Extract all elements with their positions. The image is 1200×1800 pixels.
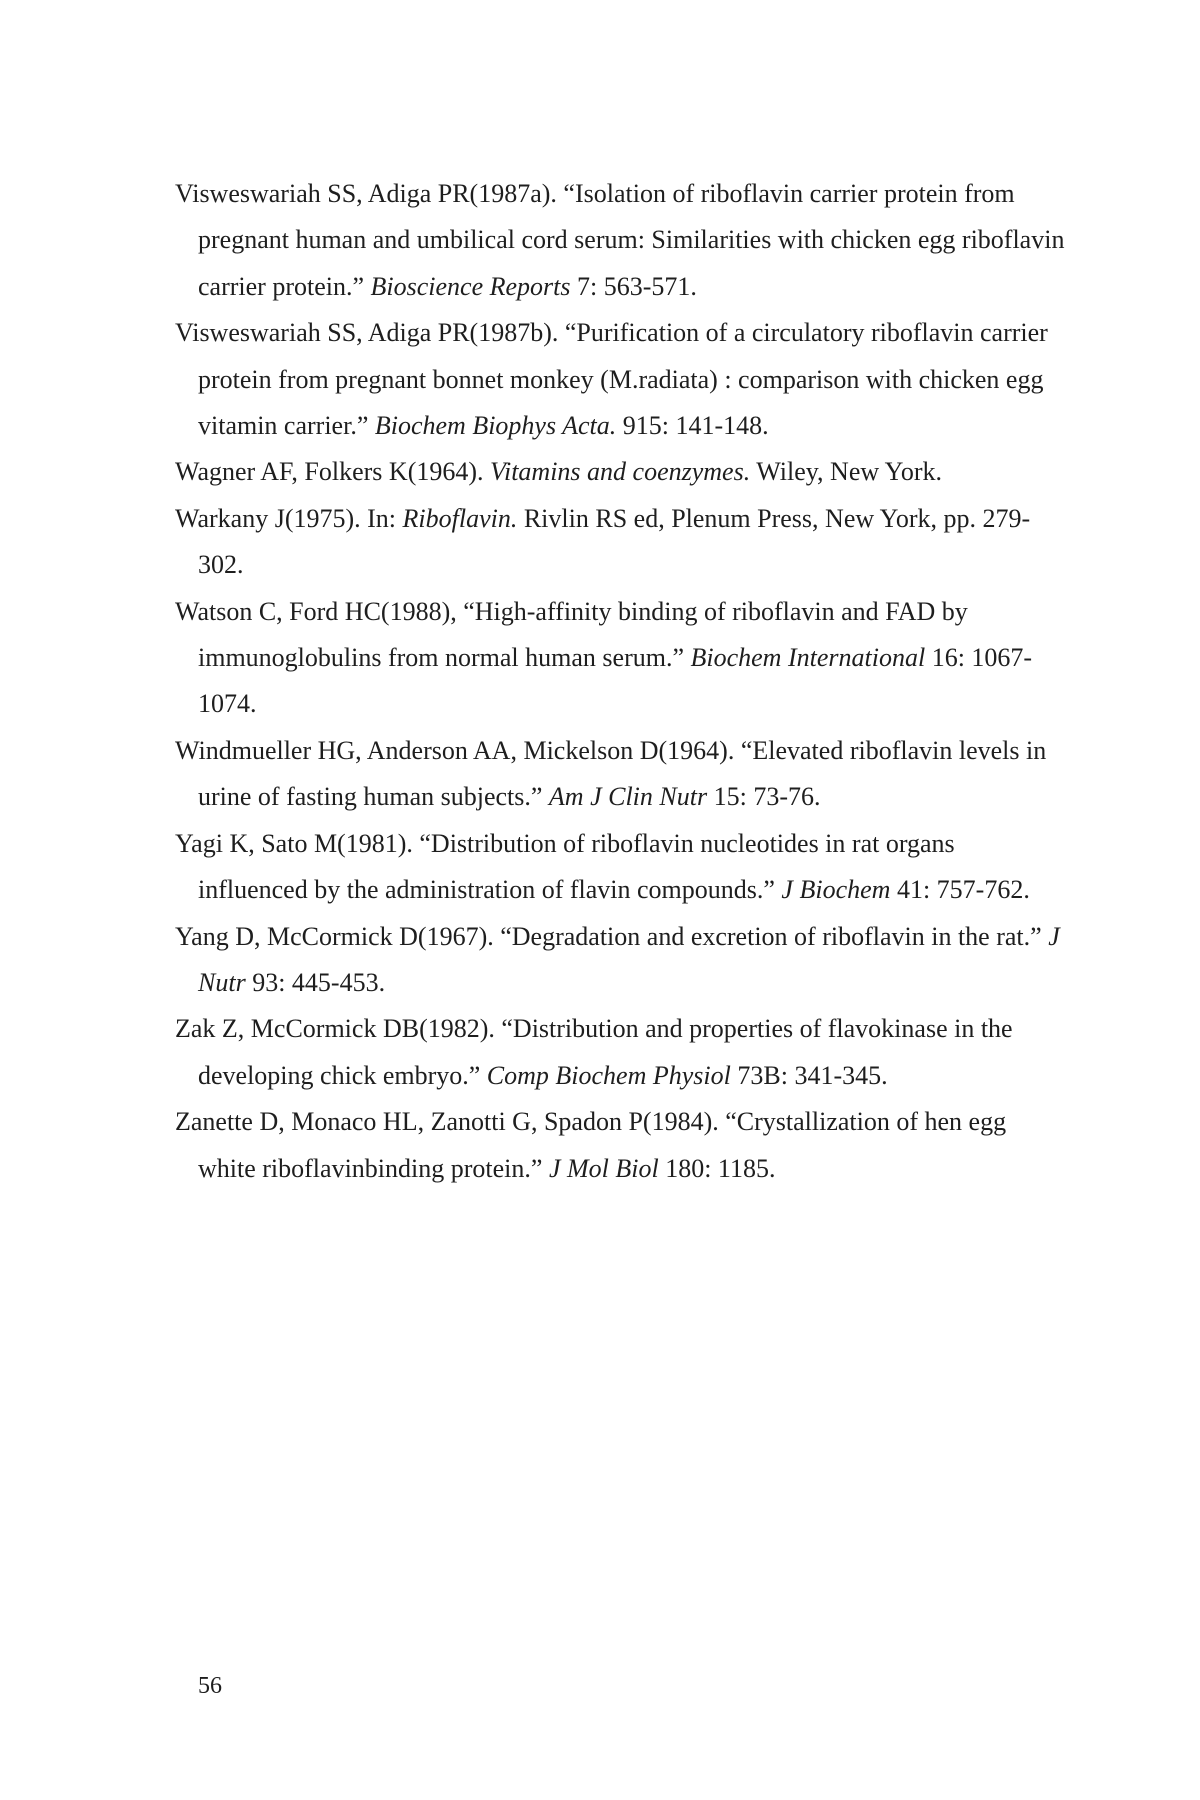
reference-authors: Yagi K, Sato M(1981). [175, 828, 420, 858]
reference-details: 73B: 341-345. [730, 1060, 888, 1090]
reference-item [175, 1099, 1070, 1192]
reference-journal: Comp Biochem Physiol [486, 1060, 731, 1090]
reference-item [175, 310, 1070, 449]
reference-item [175, 821, 1070, 914]
reference-details: 7: 563-571. [570, 271, 697, 301]
page-number: 56 [198, 1673, 222, 1699]
reference-details: 180: 1185. [658, 1153, 776, 1183]
reference-list [175, 171, 1070, 1192]
reference-authors: Warkany J(1975). In: [175, 503, 403, 533]
reference-authors: Visweswariah SS, Adiga PR(1987a). [175, 179, 564, 208]
reference-title: “Degradation and excretion of riboflavin in the rat.” [500, 921, 1049, 951]
reference-authors: Windmueller HG, Anderson AA, Mickelson D(1964). [175, 735, 741, 765]
reference-item [175, 171, 1070, 310]
reference-authors: Wagner AF, Folkers K(1964). [175, 457, 491, 487]
reference-title: “Elevated riboflavin levels in urine of fasting human subjects.” [198, 735, 1047, 812]
reference-journal: Riboflavin. [402, 503, 518, 533]
reference-journal: J Nutr [198, 921, 1060, 997]
reference-details: 93: 445-453. [245, 967, 386, 997]
reference-item [175, 589, 1070, 728]
reference-title: “Isolation of riboflavin carrier protein from pregnant human and umbilical cord serum: Similarities with chicken egg riboflavin carrier protein.” [198, 179, 1065, 301]
reference-details: 16: 1067-1074. [198, 643, 1033, 719]
reference-title: “Distribution and properties of flavokinase in the developing chick embryo.” [198, 1014, 1013, 1090]
reference-title: “Crystallization of hen egg white riboflavinbinding protein.” [198, 1107, 1007, 1183]
reference-item [175, 1006, 1070, 1099]
reference-details: 15: 73-76. [707, 782, 821, 812]
reference-journal: Vitamins and coenzymes. [490, 457, 751, 487]
reference-journal: J Mol Biol [548, 1153, 659, 1183]
reference-details: Rivlin RS ed, Plenum Press, New York, pp. 279-302. [198, 503, 1031, 580]
reference-authors: Watson C, Ford HC(1988), [175, 596, 464, 626]
reference-journal: Bioscience Reports [370, 271, 571, 301]
reference-journal: J Biochem [781, 875, 891, 905]
reference-authors: Zak Z, McCormick DB(1982). [175, 1014, 502, 1044]
reference-item [175, 496, 1070, 589]
reference-journal: Am J Clin Nutr [548, 782, 708, 812]
reference-title: “Distribution of riboflavin nucleotides in rat organs influenced by the administration of flavin compounds.” [198, 828, 955, 905]
reference-details: 915: 141-148. [616, 411, 769, 441]
reference-authors: Zanette D, Monaco HL, Zanotti G, Spadon P(1984). [175, 1107, 726, 1137]
reference-authors: Visweswariah SS, Adiga PR(1987b). [175, 318, 565, 348]
reference-journal: Biochem International [690, 643, 926, 673]
reference-title: “High-affinity binding of riboflavin and FAD by immunoglobulins from normal human serum.” [198, 596, 968, 673]
reference-journal: Biochem Biophys Acta. [374, 411, 617, 441]
reference-details: 41: 757-762. [890, 875, 1030, 905]
reference-item [175, 914, 1070, 1007]
reference-details: Wiley, New York. [750, 457, 943, 487]
reference-item [175, 728, 1070, 821]
reference-item [175, 449, 1070, 495]
reference-title: “Purification of a circulatory riboflavin carrier protein from pregnant bonnet monkey (M.radiata) : comparison with chicken egg vitamin carrier.” [198, 318, 1048, 441]
reference-authors: Yang D, McCormick D(1967). [175, 921, 501, 951]
